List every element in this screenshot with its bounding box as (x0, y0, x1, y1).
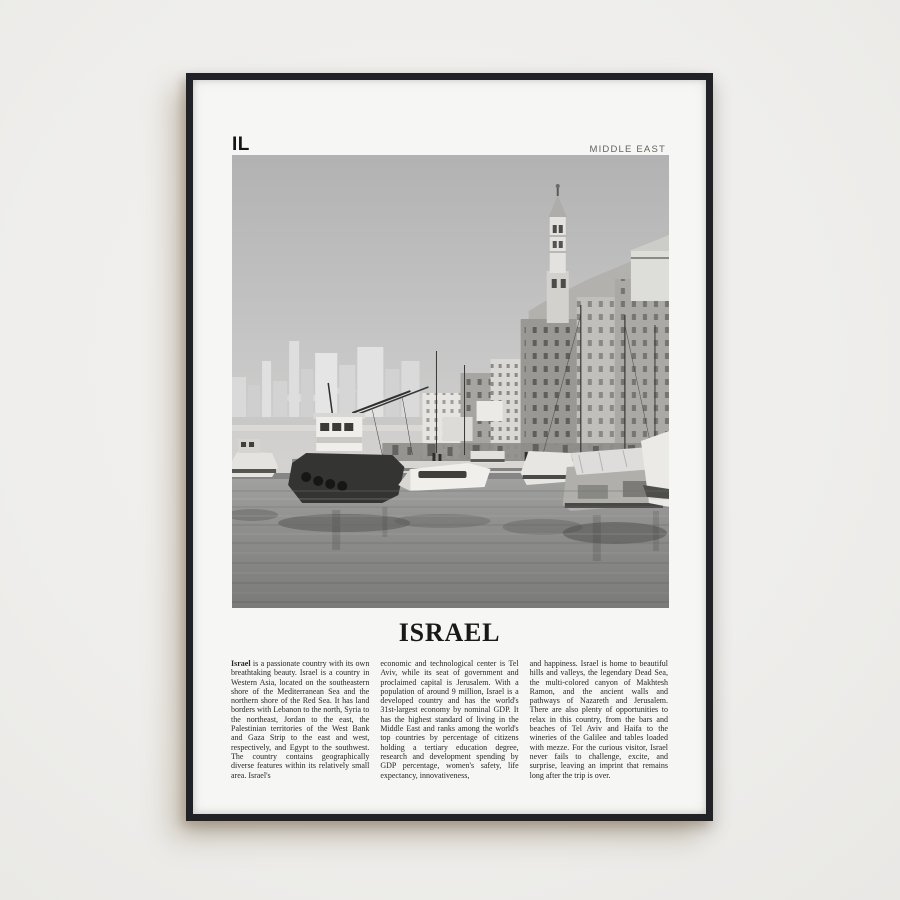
country-code: IL (232, 134, 250, 155)
text-column-2: economic and technological center is Tel Aviv, while its seat of government and proclaimed capital is Jerusalem. With a population of around 9 million, Israel is a developed country and has the world's 31st-largest economy by nominal GDP. It has the highest standard of living in the Middle East and ranks among the world's top countries by percentage of citizens holding a tertiary education degree, research and development spending by GDP percentage, women's safety, life expectancy, innovativeness, (380, 659, 519, 780)
harbor-scene-illustration (232, 155, 669, 608)
body-text (231, 659, 668, 780)
text-column-1-body: is a passionate country with its own breathtaking beauty. Israel is a country in Western Asia, located on the southeastern shore of the Mediterranean Sea and the northern shore of the Red Sea. It has land borders with Lebanon to the north, Syria to the northeast, Jordan to the east, the Palestinian territories of the West Bank and Gaza Strip to the east and west, respectively, and Egypt to the southwest. The country contains geographically diverse features within its relatively small area. Israel's (231, 659, 370, 780)
poster-header (232, 132, 666, 154)
lead-word: Israel (231, 659, 251, 668)
travel-poster (193, 80, 706, 814)
region-label: MIDDLE EAST (589, 143, 666, 155)
picture-frame (186, 73, 713, 821)
text-column-1 (231, 659, 369, 780)
text-column-3: and happiness. Israel is home to beautiful hills and valleys, the legendary Dead Sea, the multi-colored canyon of Makhtesh Ramon, and the ancient walls and pathways of Nazareth and Jerusalem. There are also plenty of opportunities to relax in this country, from the bars and beaches of Tel Aviv and Haifa to the wineries of the Galilee and tables loaded with mezze. For the curious visitor, Israel never fails to challenge, excite, and surprise, leaving an imprint that remains long after the trip is over. (529, 659, 668, 780)
poster-title: ISRAEL (398, 618, 501, 647)
poster-photo (232, 155, 669, 608)
